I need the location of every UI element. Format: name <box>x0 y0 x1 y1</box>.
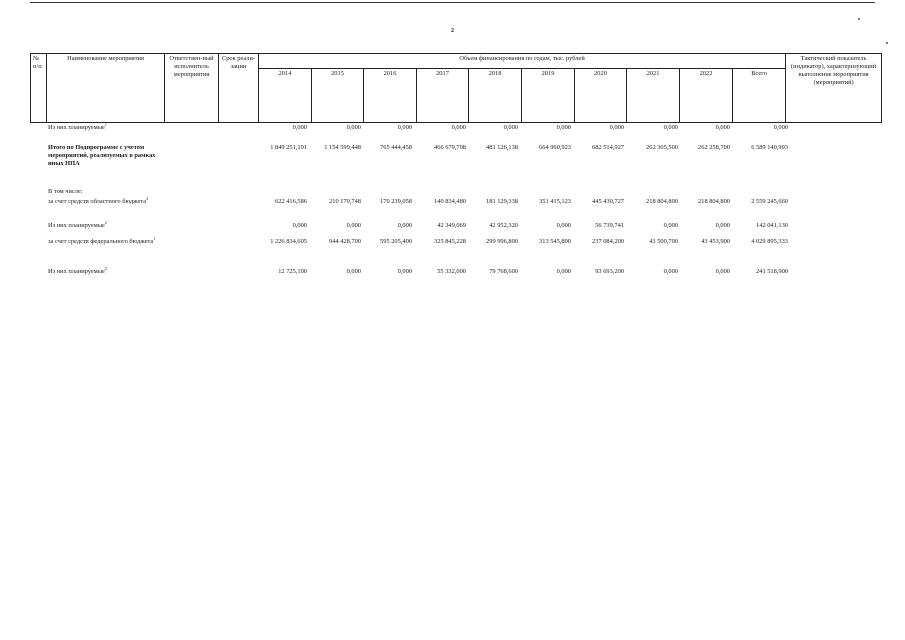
cell-value: 210 170,748 <box>329 198 361 205</box>
cell-value: 1 226 834,605 <box>270 238 307 245</box>
row-label-text: Из них планируемые <box>48 268 105 275</box>
cell-value: 0,000 <box>663 222 678 229</box>
row-label-text: за счет средств областного бюджета <box>48 198 147 205</box>
row-label-text: В том числе: <box>48 188 83 195</box>
cell-value: 445 430,727 <box>592 198 624 205</box>
header-year: 2014 <box>259 68 312 122</box>
row-label-text: Из них планируемые <box>48 222 105 229</box>
cell-value: 0,000 <box>773 124 788 131</box>
cell-value: 0,000 <box>715 124 730 131</box>
cell-value: 0,000 <box>346 124 361 131</box>
header-year: 2016 <box>364 68 417 122</box>
row-label <box>48 265 168 276</box>
header-year: 2022 <box>680 68 733 122</box>
header-year: 2019 <box>522 68 575 122</box>
top-border-line <box>30 2 875 3</box>
cell-value: 0,000 <box>556 124 571 131</box>
header-funding: Объем финансирования по годам, тыс. рублей <box>259 54 786 69</box>
cell-value: 2 559 245,660 <box>751 198 788 205</box>
cell-value: 765 444,458 <box>380 144 412 151</box>
cell-value: 262 305,500 <box>646 144 678 151</box>
cell-value: 0,000 <box>397 222 412 229</box>
cell-value: 93 693,200 <box>595 268 624 275</box>
cell-value: 4 029 895,333 <box>751 238 788 245</box>
cell-value: 0,000 <box>503 124 518 131</box>
header-responsible: Ответствен-ный исполнитель мероприятия <box>165 54 219 123</box>
cell-value: 43 453,900 <box>701 238 730 245</box>
cell-value: 55 332,000 <box>437 268 466 275</box>
cell-value: 0,000 <box>292 222 307 229</box>
cell-value: 0,000 <box>609 124 624 131</box>
scan-speck <box>886 42 888 44</box>
cell-value: 56 739,741 <box>595 222 624 229</box>
footnote-mark: 1 <box>104 121 107 127</box>
cell-value: 0,000 <box>292 124 307 131</box>
cell-value: 351 415,123 <box>539 198 571 205</box>
funding-table-header <box>30 53 882 123</box>
row-label <box>48 188 168 196</box>
cell-value: 0,000 <box>556 268 571 275</box>
cell-value: 0,000 <box>346 268 361 275</box>
cell-value: 170 239,058 <box>380 198 412 205</box>
cell-value: 622 416,586 <box>275 198 307 205</box>
cell-value: 595 205,400 <box>380 238 412 245</box>
cell-value: 79 768,600 <box>489 268 518 275</box>
cell-value: 12 725,100 <box>278 268 307 275</box>
row-label <box>48 219 168 230</box>
row-label <box>48 121 168 132</box>
header-term: Срок реали-зации <box>219 54 259 123</box>
header-name: Наименование мероприятия <box>47 54 165 123</box>
cell-value: 944 428,700 <box>329 238 361 245</box>
cell-value: 262 258,700 <box>698 144 730 151</box>
scan-speck <box>858 18 860 20</box>
cell-value: 0,000 <box>663 124 678 131</box>
cell-value: 237 084,200 <box>592 238 624 245</box>
cell-value: 1 849 251,191 <box>270 144 307 151</box>
footnote-mark: 2 <box>146 195 149 201</box>
footnote-mark: 2 <box>104 265 107 271</box>
cell-value: 0,000 <box>556 222 571 229</box>
cell-value: 313 545,800 <box>539 238 571 245</box>
cell-value: 0,000 <box>397 268 412 275</box>
page-number: 2 <box>451 28 454 34</box>
row-label-text: за счет средств федерального бюджета <box>48 238 154 245</box>
row-label-text: Из них планируемые <box>48 124 105 131</box>
cell-value: 325 845,228 <box>434 238 466 245</box>
cell-value: 43 500,700 <box>649 238 678 245</box>
cell-value: 241 518,900 <box>756 268 788 275</box>
cell-value: 181 129,338 <box>486 198 518 205</box>
cell-value: 218 804,800 <box>698 198 730 205</box>
cell-value: 218 804,800 <box>646 198 678 205</box>
cell-value: 682 514,927 <box>592 144 624 151</box>
header-year: 2020 <box>575 68 627 122</box>
cell-value: 664 960,923 <box>539 144 571 151</box>
header-year: Всего <box>733 68 786 122</box>
cell-value: 6 589 140,993 <box>751 144 788 151</box>
cell-value: 142 041,130 <box>756 222 788 229</box>
cell-value: 0,000 <box>715 268 730 275</box>
footnote-mark: 2 <box>104 219 107 225</box>
cell-value: 481 126,138 <box>486 144 518 151</box>
header-indicator: Тактический показатель (индикатор), характеризующий выполнение мероприятия (мероприятий) <box>786 54 882 123</box>
cell-value: 299 996,800 <box>486 238 518 245</box>
header-year: 2015 <box>312 68 364 122</box>
cell-value: 0,000 <box>663 268 678 275</box>
cell-value: 42 952,320 <box>489 222 518 229</box>
cell-value: 0,000 <box>397 124 412 131</box>
header-year: 2021 <box>627 68 680 122</box>
cell-value: 0,000 <box>715 222 730 229</box>
cell-value: 466 679,708 <box>434 144 466 151</box>
row-label <box>48 235 168 246</box>
cell-value: 1 154 599,448 <box>324 144 361 151</box>
cell-value: 0,000 <box>346 222 361 229</box>
cell-value: 42 349,069 <box>437 222 466 229</box>
header-year: 2018 <box>469 68 522 122</box>
row-label-text: Итого по Подпрограмме с учетом мероприятий, реализуемых в рамках иных НПА <box>48 144 156 167</box>
cell-value: 0,000 <box>451 124 466 131</box>
row-label <box>48 144 168 168</box>
header-year: 2017 <box>417 68 469 122</box>
footnote-mark: 1 <box>153 235 156 241</box>
row-label <box>48 195 168 206</box>
header-num: № п/п <box>31 54 47 123</box>
cell-value: 140 834,480 <box>434 198 466 205</box>
